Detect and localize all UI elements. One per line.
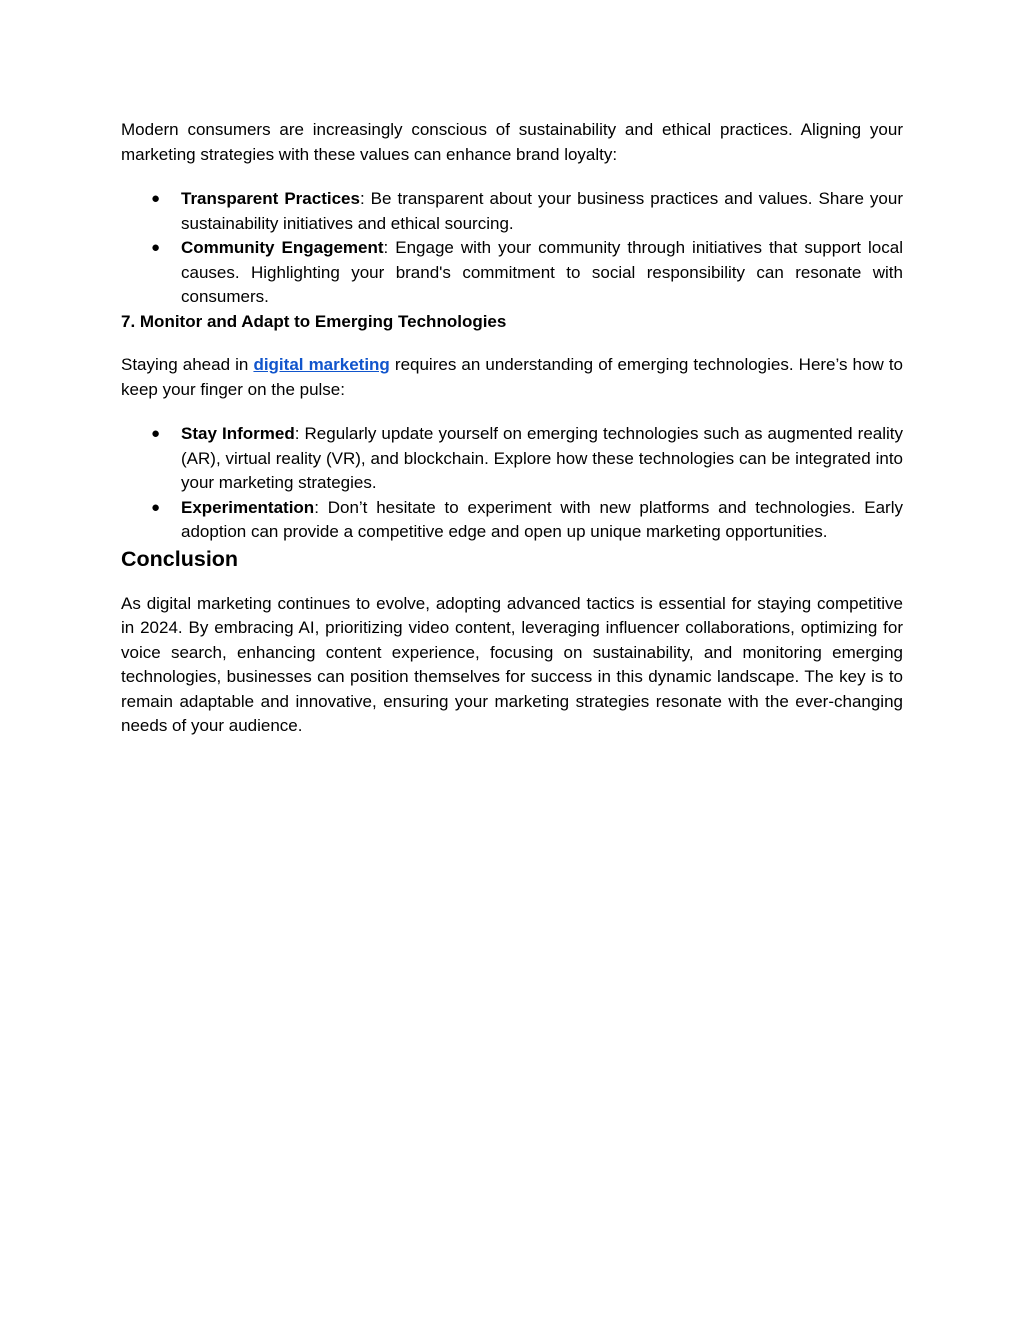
list-item-term: Experimentation: [181, 497, 315, 517]
paragraph-text-after: requires an understanding of emerging technologies. Here’s how to keep your finger on the pulse:: [121, 355, 903, 399]
list-item-term: Stay Informed: [181, 424, 295, 443]
bullet-icon: ●: [151, 498, 161, 516]
list-item: [121, 187, 903, 236]
list-item-description: : Regularly update yourself on emerging technologies such as augmented reality (AR), virtual reality (VR), and blockchain. Explore how these technologies can be integrated into your marketing strategies.: [181, 424, 904, 492]
list-item: [121, 496, 903, 545]
bullet-icon: ●: [151, 425, 161, 442]
list-item-description: : Be transparent about your business practices and values. Share your sustainability initiatives and ethical sourcing.: [181, 189, 903, 233]
technologies-list: [121, 422, 903, 545]
conclusion-heading: Conclusion: [121, 546, 239, 571]
section-paragraph: [121, 353, 903, 402]
bullet-icon: ●: [151, 239, 161, 256]
sustainability-list: [121, 187, 903, 310]
section-heading: 7. Monitor and Adapt to Emerging Technologies: [121, 311, 507, 331]
list-item-term: Transparent Practices: [181, 189, 360, 208]
digital-marketing-link[interactable]: digital marketing: [253, 355, 390, 374]
conclusion-paragraph: As digital marketing continues to evolve, adopting advanced tactics is essential for staying competitive in 2024. By embracing AI, prioritizing video content, leveraging influencer collaborations, optimizing for voice search, enhancing content experience, focusing on sustainability, and monitoring emerging technologies, businesses can position themselves for success in this dynamic landscape. The key is to remain adaptable and innovative, ensuring your marketing strategies resonate with the ever-changing needs of your audience.: [121, 593, 903, 735]
intro-paragraph: Modern consumers are increasingly conscious of sustainability and ethical practices. Aligning your marketing strategies with these values can enhance brand loyalty:: [121, 120, 903, 164]
list-item-description: : Engage with your community through initiatives that support local causes. Highlighting your brand's commitment to social responsibility can resonate with consumers.: [181, 238, 903, 306]
list-item-term: Community Engagement: [181, 238, 384, 257]
document-page: [121, 118, 903, 739]
list-item: [121, 236, 903, 310]
paragraph-text-before: Staying ahead in: [121, 355, 254, 374]
list-item: [121, 422, 903, 496]
bullet-icon: ●: [151, 190, 161, 207]
list-item-description: : Don’t hesitate to experiment with new platforms and technologies. Early adoption can provide a competitive edge and open up unique marketing opportunities.: [181, 497, 903, 541]
